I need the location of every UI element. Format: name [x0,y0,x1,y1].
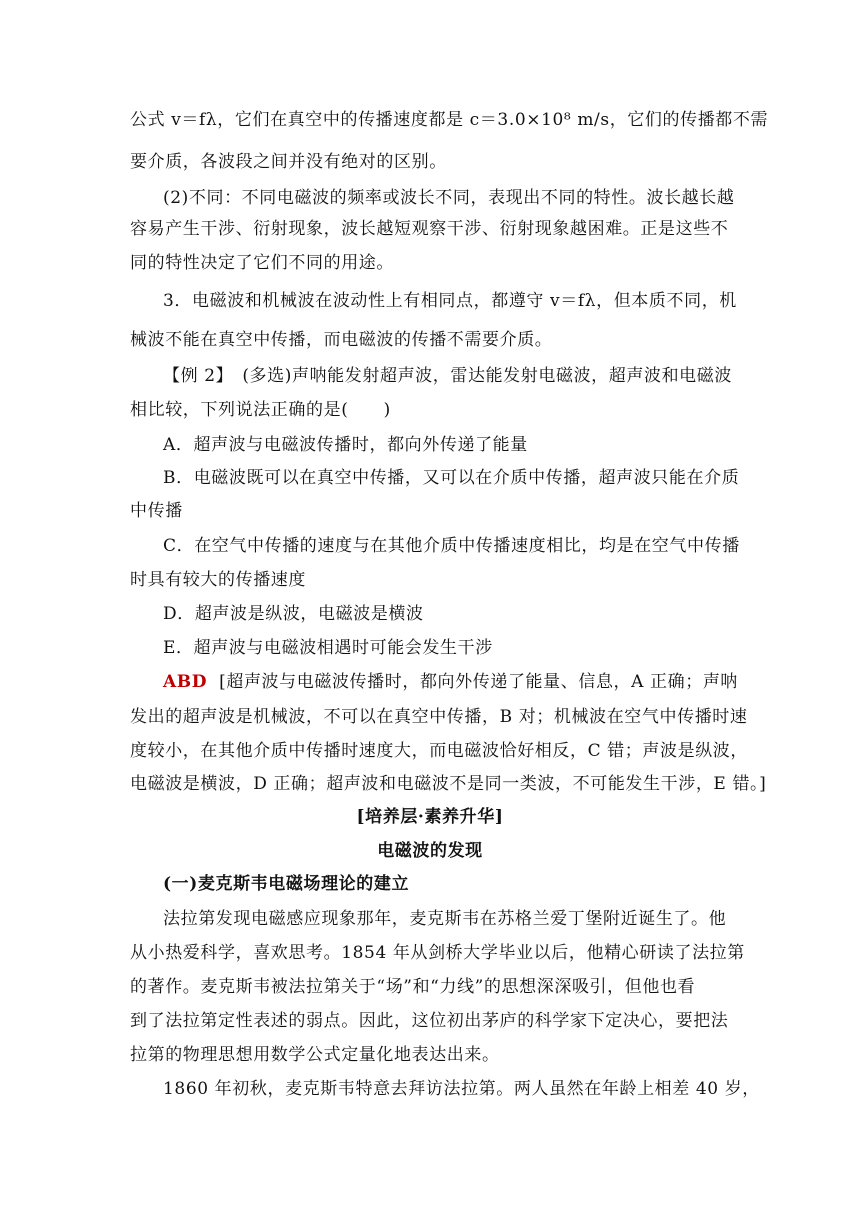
explanation-text: [超声波与电磁波传播时，都向外传递了能量、信息，A 正确；声呐 [219,672,739,692]
text-line: 法拉第发现电磁感应现象那年，麦克斯韦在苏格兰爱丁堡附近诞生了。他 [163,909,727,929]
option-a: A．超声波与电磁波传播时，都向外传递了能量 [163,435,528,455]
text-line: (2)不同：不同电磁波的频率或波长不同，表现出不同的特性。波长越长越 [163,188,735,208]
text-line: 到了法拉第定性表述的弱点。因此，这位初出茅庐的科学家下定决心，要把法 [130,1011,729,1031]
text-line: 发出的超声波是机械波，不可以在真空中传播，B 对；机械波在空气中传播时速 [130,707,748,727]
section-title: 电磁波的发现 [377,841,483,861]
text-line: 的著作。麦克斯韦被法拉第关于“场”和“力线”的思想深深吸引，但他也看 [130,977,696,997]
answer-key: ABD [163,672,208,692]
text-line: 电磁波是横波，D 正确；超声波和电磁波不是同一类波，不可能发生干涉，E 错。] [130,774,767,794]
text-line: 从小热爱科学，喜欢思考。1854 年从剑桥大学毕业以后，他精心研读了法拉第 [130,943,745,963]
text-line: 拉第的物理思想用数学公式定量化地表达出来。 [130,1045,500,1065]
text-line: 3．电磁波和机械波在波动性上有相同点，都遵守 v＝fλ，但本质不同，机 [163,291,737,311]
option-c: C．在空气中传播的速度与在其他介质中传播速度相比，均是在空气中传播 [163,536,740,556]
text-line: 中传播 [130,501,183,521]
section-label: [培养层·素养升华] [356,807,504,827]
text-line: 相比较，下列说法正确的是( ) [130,400,391,420]
text-line: 时具有较大的传播速度 [130,570,306,590]
option-b: B．电磁波既可以在真空中传播，又可以在介质中传播，超声波只能在介质 [163,468,740,488]
text-line: 械波不能在真空中传播，而电磁波的传播不需要介质。 [130,330,553,350]
text-line: 1860 年初秋，麦克斯韦特意去拜访法拉第。两人虽然在年龄上相差 40 岁， [163,1079,760,1099]
text-line: 同的特性决定了它们不同的用途。 [130,253,394,273]
example-heading: 【例 2】 (多选)声呐能发射超声波，雷达能发射电磁波，超声波和电磁波 [163,366,732,386]
option-d: D．超声波是纵波，电磁波是横波 [163,604,424,624]
text-line: 度较小，在其他介质中传播时速度大，而电磁波恰好相反，C 错；声波是纵波， [130,741,749,761]
option-e: E．超声波与电磁波相遇时可能会发生干涉 [163,638,493,658]
text-line: 公式 v＝fλ，它们在真空中的传播速度都是 c＝3.0×10⁸ m/s，它们的传播都不需 [130,110,769,130]
subsection-title: (一)麦克斯韦电磁场理论的建立 [163,874,410,894]
text-line: 要介质，各波段之间并没有绝对的区别。 [130,152,447,172]
answer-line [0,671,860,693]
text-line: 容易产生干涉、衍射现象，波长越短观察干涉、衍射现象越困难。正是这些不 [130,219,729,239]
